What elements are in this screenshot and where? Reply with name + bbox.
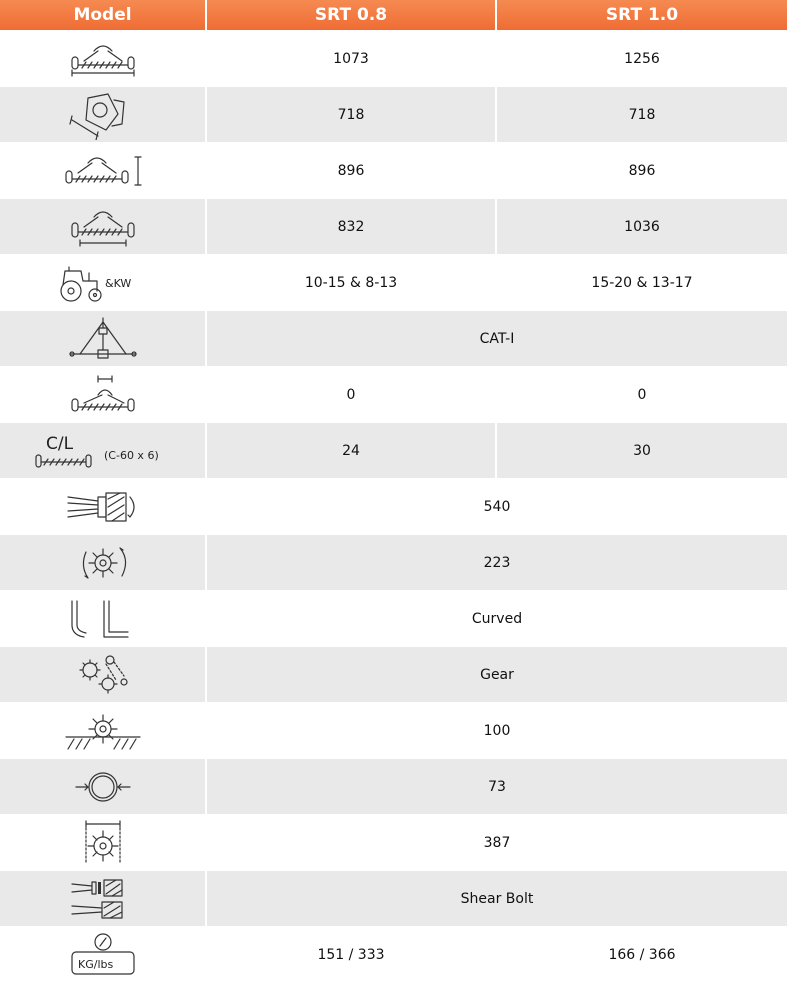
working-depth-icon bbox=[58, 709, 148, 753]
side-offset-icon bbox=[58, 373, 148, 417]
icon-cell bbox=[0, 254, 207, 310]
table-row bbox=[0, 310, 787, 366]
blades-count-icon bbox=[28, 429, 178, 473]
icon-cell bbox=[0, 646, 207, 702]
srt-10-value: 1256 bbox=[497, 30, 787, 86]
shared-value: Curved bbox=[207, 590, 787, 646]
icon-cell bbox=[0, 310, 207, 366]
table-row bbox=[0, 142, 787, 198]
shared-value: 73 bbox=[207, 758, 787, 814]
shared-value: Shear Bolt bbox=[207, 870, 787, 926]
srt-10-value: 15-20 & 13-17 bbox=[497, 254, 787, 310]
table-row bbox=[0, 30, 787, 86]
srt-10-value: 166 / 366 bbox=[497, 926, 787, 982]
icon-cell bbox=[0, 534, 207, 590]
shared-value: 223 bbox=[207, 534, 787, 590]
three-point-hitch-icon bbox=[58, 314, 148, 364]
table-row bbox=[0, 198, 787, 254]
table-row bbox=[0, 478, 787, 534]
table-row bbox=[0, 86, 787, 142]
table-row bbox=[0, 254, 787, 310]
table-row bbox=[0, 534, 787, 590]
overall-length-icon bbox=[58, 90, 148, 140]
srt-08-value: 24 bbox=[207, 422, 497, 478]
srt-08-value: 718 bbox=[207, 86, 497, 142]
overall-height-icon bbox=[58, 151, 148, 191]
srt-10-value: 1036 bbox=[497, 198, 787, 254]
srt-10-value: 718 bbox=[497, 86, 787, 142]
weight-unit-label: KG/lbs bbox=[77, 957, 113, 971]
icon-cell bbox=[0, 366, 207, 422]
table-row bbox=[0, 422, 787, 478]
srt-10-header: SRT 1.0 bbox=[497, 0, 787, 30]
blade-type-icon bbox=[58, 597, 148, 641]
icon-cell bbox=[0, 142, 207, 198]
icon-cell bbox=[0, 198, 207, 254]
shared-value: 387 bbox=[207, 814, 787, 870]
srt-08-value: 151 / 333 bbox=[207, 926, 497, 982]
tube-diameter-icon bbox=[58, 765, 148, 809]
table-row bbox=[0, 758, 787, 814]
srt-08-value: 10-15 & 8-13 bbox=[207, 254, 497, 310]
blades-count-label: C/L bbox=[45, 433, 73, 454]
table-row bbox=[0, 590, 787, 646]
srt-08-header: SRT 0.8 bbox=[207, 0, 497, 30]
table-row bbox=[0, 702, 787, 758]
working-width-icon bbox=[58, 205, 148, 249]
table-row bbox=[0, 366, 787, 422]
srt-10-value: 30 bbox=[497, 422, 787, 478]
shared-value: CAT-I bbox=[207, 310, 787, 366]
icon-cell bbox=[0, 702, 207, 758]
srt-10-value: 896 bbox=[497, 142, 787, 198]
blades-count-note: (C-60 x 6) bbox=[103, 448, 159, 462]
shared-value: Gear bbox=[207, 646, 787, 702]
overall-width-icon bbox=[58, 39, 148, 79]
icon-cell bbox=[0, 478, 207, 534]
icon-cell bbox=[0, 870, 207, 926]
weight-icon bbox=[58, 930, 148, 980]
icon-cell bbox=[0, 30, 207, 86]
rotor-speed-icon bbox=[58, 538, 148, 588]
tractor-power-unit-label: &KW bbox=[104, 276, 131, 290]
icon-cell bbox=[0, 422, 207, 478]
shared-value: 540 bbox=[207, 478, 787, 534]
model-header: Model bbox=[0, 0, 207, 30]
table-row bbox=[0, 646, 787, 702]
rotor-diameter-icon bbox=[58, 818, 148, 868]
srt-08-value: 896 bbox=[207, 142, 497, 198]
icon-cell bbox=[0, 86, 207, 142]
srt-08-value: 1073 bbox=[207, 30, 497, 86]
icon-cell bbox=[0, 590, 207, 646]
transmission-icon bbox=[58, 650, 148, 700]
driveline-protection-icon bbox=[58, 874, 148, 924]
header-row bbox=[0, 0, 787, 30]
table-row bbox=[0, 814, 787, 870]
pto-speed-icon bbox=[58, 487, 148, 527]
table-row bbox=[0, 926, 787, 982]
shared-value: 100 bbox=[207, 702, 787, 758]
table-row bbox=[0, 870, 787, 926]
icon-cell bbox=[0, 926, 207, 982]
icon-cell bbox=[0, 758, 207, 814]
srt-08-value: 0 bbox=[207, 366, 497, 422]
srt-08-value: 832 bbox=[207, 198, 497, 254]
srt-10-value: 0 bbox=[497, 366, 787, 422]
tractor-power-icon bbox=[53, 261, 153, 305]
icon-cell bbox=[0, 814, 207, 870]
